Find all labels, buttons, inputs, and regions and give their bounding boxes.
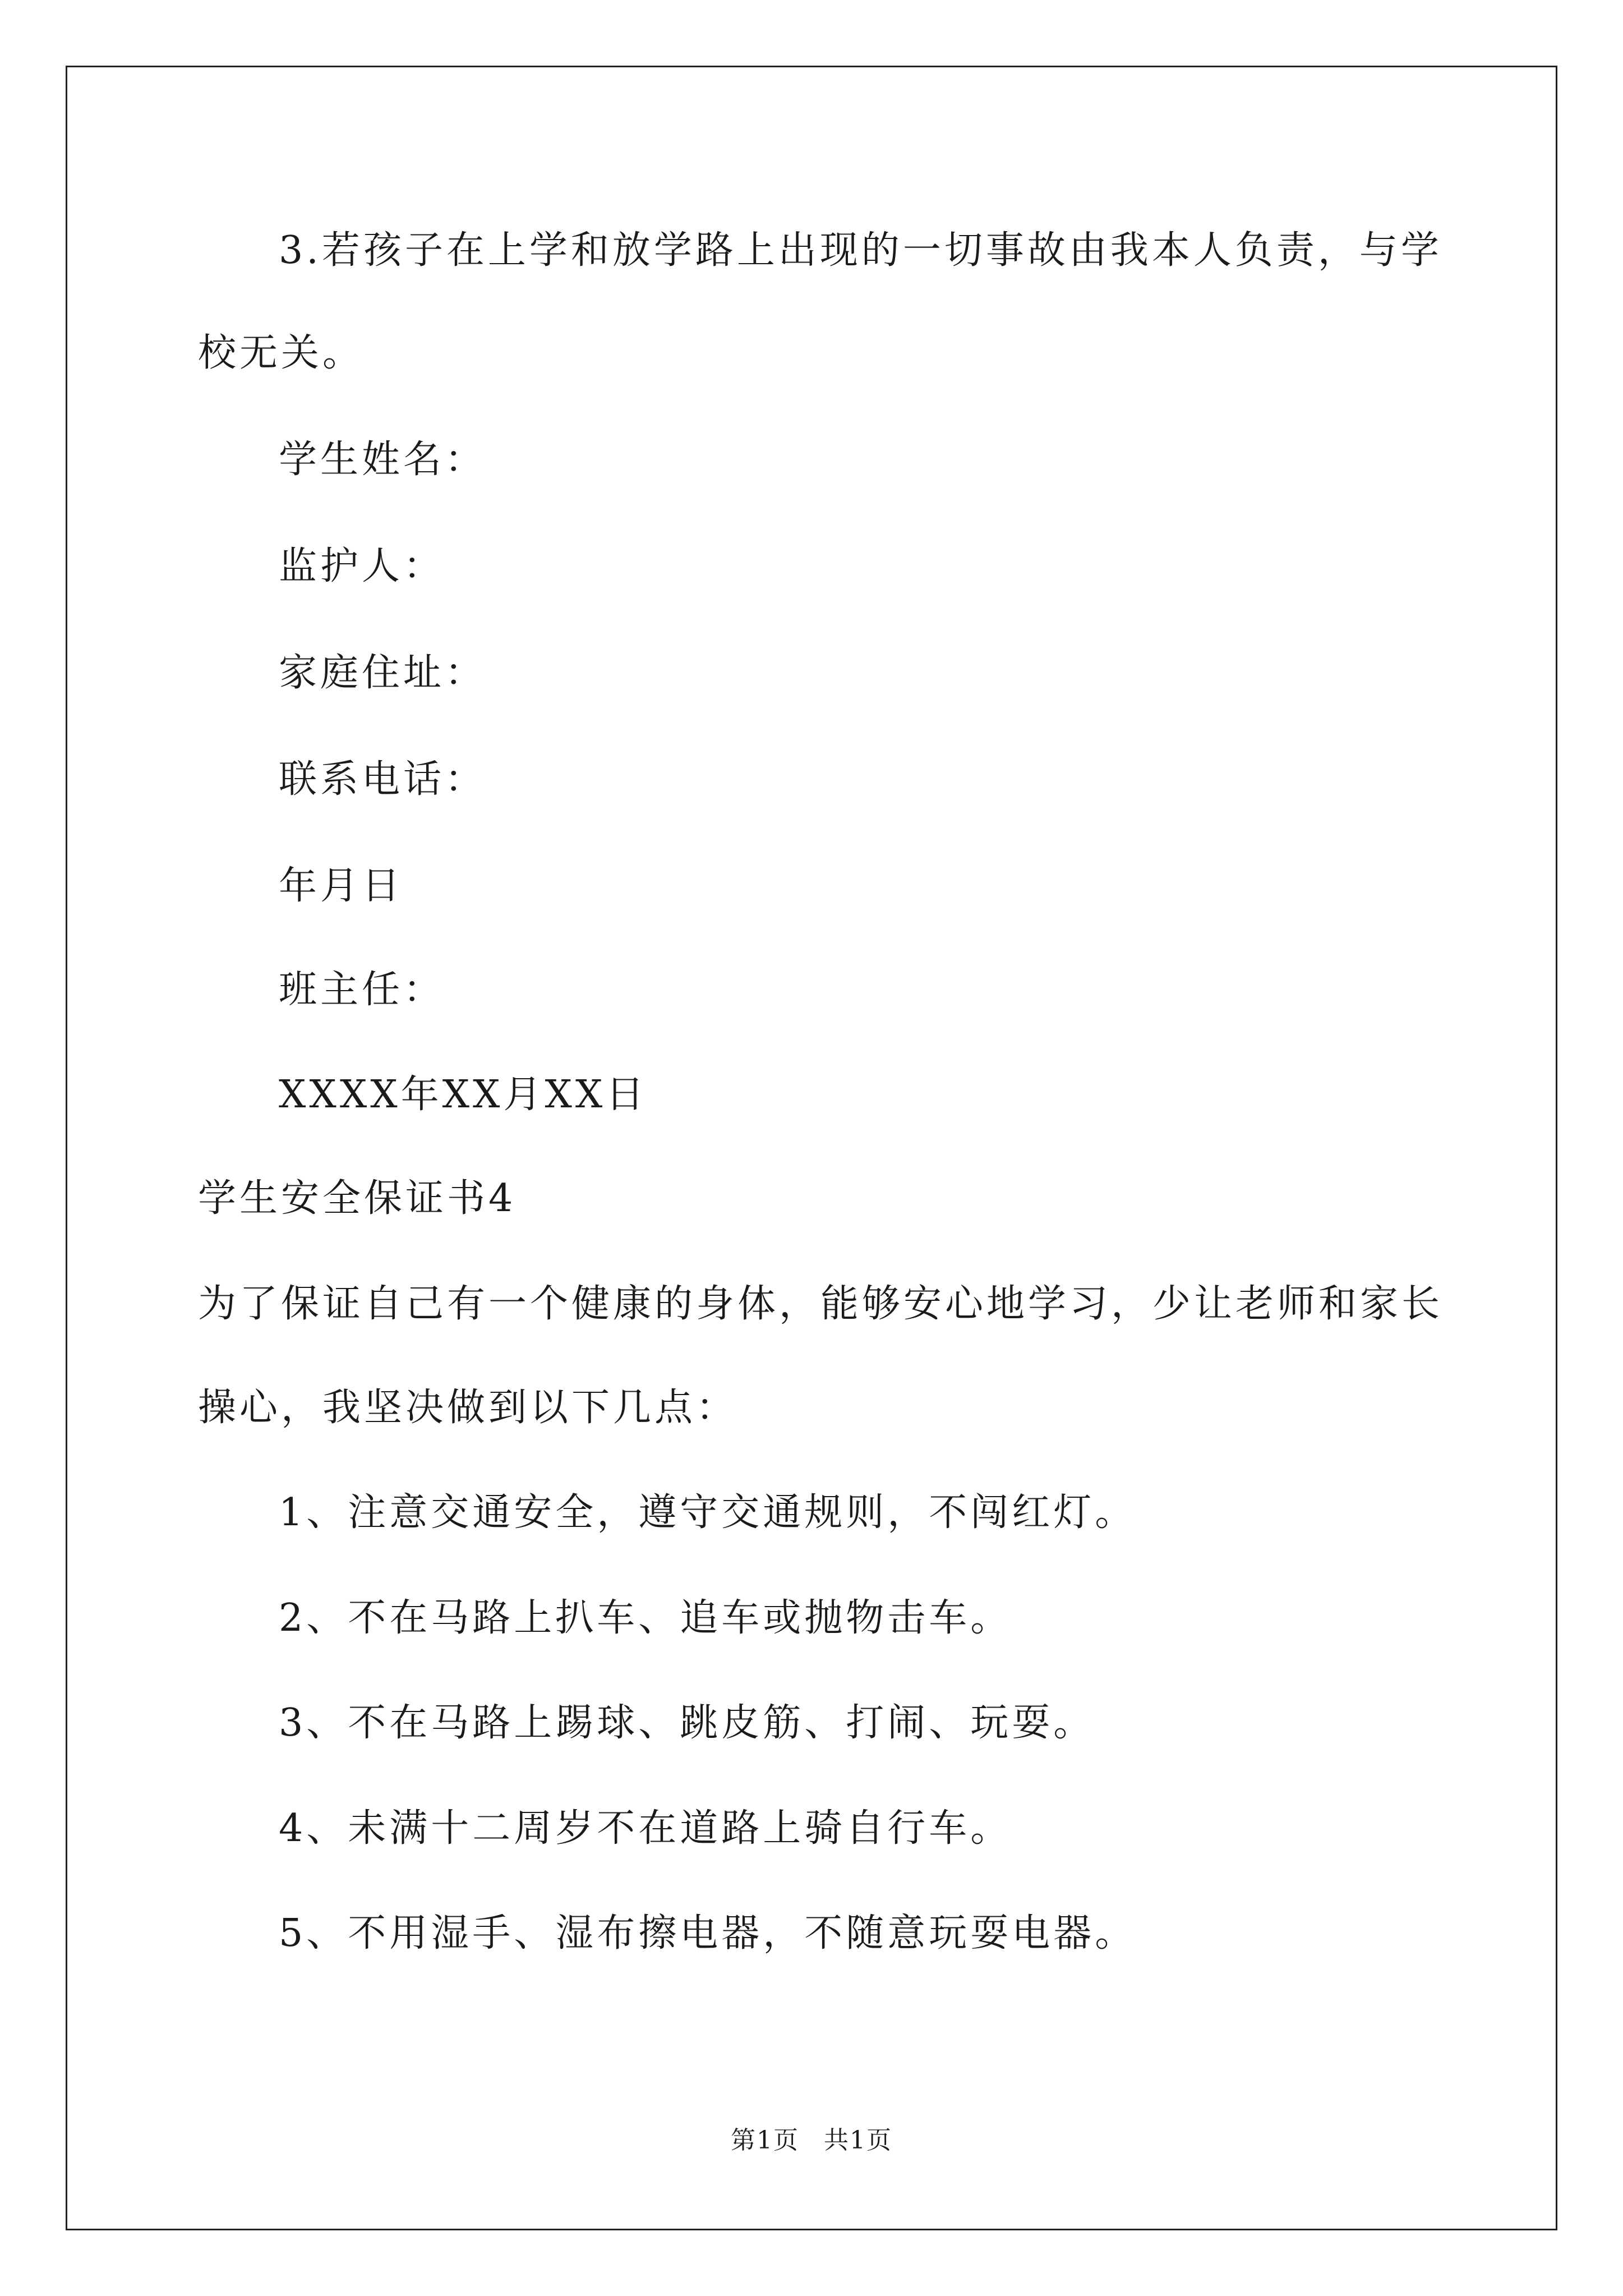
paragraph-line: 3.若孩子在上学和放学路上出现的一切事故由我本人负责，与学 [279, 228, 1442, 273]
paragraph-line: 校无关。 [198, 331, 365, 375]
section-title: 学生安全保证书4 [198, 1176, 517, 1221]
field-phone: 联系电话： [279, 757, 487, 802]
page-total: 共1页 [824, 2126, 892, 2155]
field-student-name: 学生姓名： [279, 438, 487, 482]
page-footer [0, 2125, 1623, 2156]
paragraph-line: 操心，我坚决做到以下几点： [198, 1386, 738, 1430]
list-item: 3、不在马路上踢球、跳皮筋、打闹、玩耍。 [279, 1701, 1095, 1745]
list-item: 5、不用湿手、湿布擦电器，不随意玩耍电器。 [279, 1911, 1137, 1955]
date-line: XXXX年XX月XX日 [279, 1073, 648, 1117]
field-head-teacher: 班主任： [279, 968, 445, 1012]
field-guardian: 监护人： [279, 544, 445, 588]
list-item: 4、未满十二周岁不在道路上骑自行车。 [279, 1806, 1012, 1851]
field-home-address: 家庭住址： [279, 651, 487, 695]
page-number: 第1页 [731, 2126, 799, 2155]
list-item: 1、注意交通安全，遵守交通规则，不闯红灯。 [279, 1490, 1137, 1535]
field-date: 年月日 [279, 864, 404, 908]
list-item: 2、不在马路上扒车、追车或抛物击车。 [279, 1596, 1012, 1640]
page-border [66, 66, 1557, 2230]
paragraph-line: 为了保证自己有一个健康的身体，能够安心地学习，少让老师和家长 [198, 1282, 1444, 1326]
